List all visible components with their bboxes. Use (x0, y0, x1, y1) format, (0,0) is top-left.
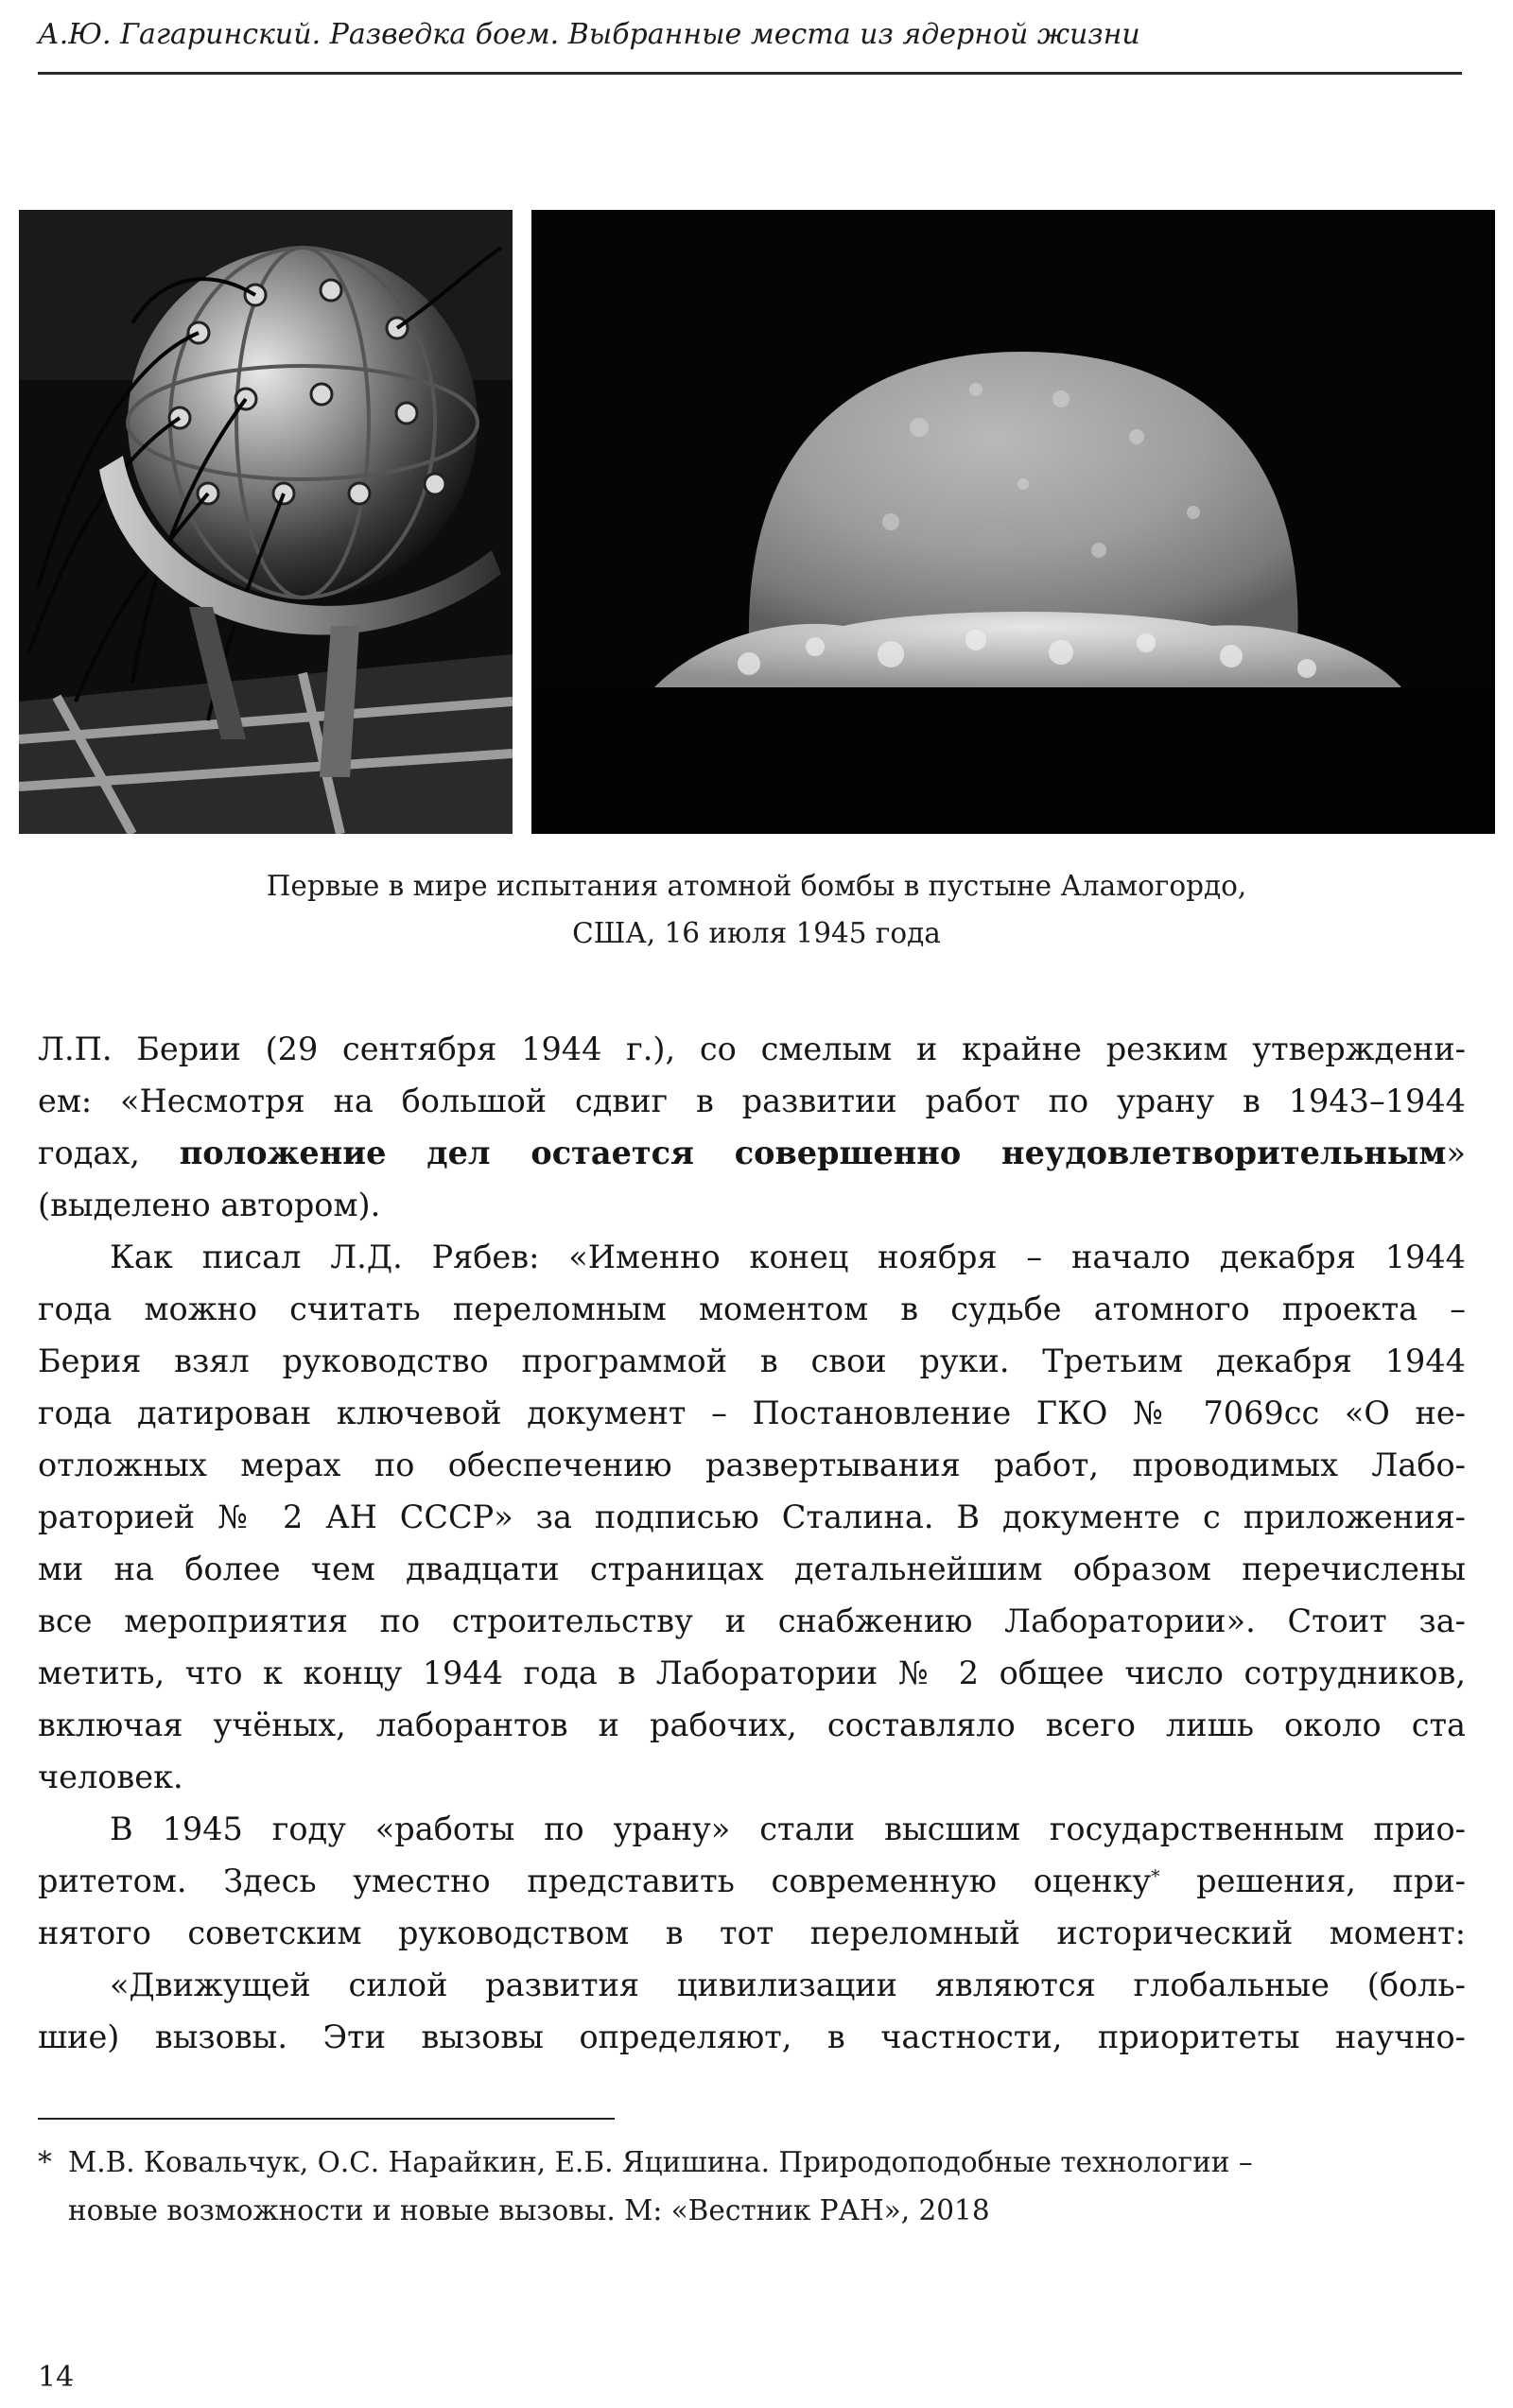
footnote-reference[interactable]: * (1151, 1866, 1160, 1887)
caption-line: Первые в мире испытания атомной бомбы в пустыне Аламогордо, (266, 870, 1247, 902)
emphasized-text: положение дел остается совершенно неудовлетворительным (179, 1135, 1447, 1171)
caption-line: США, 16 июля 1945 года (572, 917, 941, 949)
bomb-device-photo-icon (19, 210, 513, 834)
text-line: Берия взял руководство программой в свои руки. Третьим декабря 1944 (38, 1343, 1466, 1379)
figure-caption (76, 862, 1437, 957)
paragraph-first-line: В 1945 году «работы по урану» стали высшим государственным прио- (110, 1810, 1466, 1847)
footnote-rule (38, 2118, 615, 2120)
text-fragment: » (1446, 1135, 1466, 1171)
text-fragment: годах, (38, 1135, 180, 1171)
footnote (38, 2139, 1466, 2235)
text-line: включая учёных, лаборантов и рабочих, составляло всего лишь около ста (38, 1706, 1466, 1743)
text-line (38, 1855, 1466, 1907)
header-rule (38, 72, 1462, 75)
running-head: А.Ю. Гагаринский. Разведка боем. Выбранные места из ядерной жизни (38, 18, 1140, 51)
text-line (38, 1127, 1466, 1179)
footnote-mark: * (38, 2146, 52, 2178)
footnote-line (38, 2139, 1466, 2187)
text-line: шие) вызовы. Эти вызовы определяют, в частности, приоритеты научно- (38, 2018, 1466, 2055)
text-line: все мероприятия по строительству и снабжению Лаборатории». Стоит за- (38, 1602, 1466, 1639)
fireball-photo-icon (531, 210, 1495, 834)
paragraph-first-line: «Движущей силой развития цивилизации являются глобальные (боль- (110, 1966, 1466, 2003)
footnote-text: М.В. Ковальчук, О.С. Нарайкин, Е.Б. Яцишина. Природоподобные технологии – (68, 2146, 1253, 2178)
footnote-line: новые возможности и новые вызовы. М: «Вестник РАН», 2018 (68, 2194, 990, 2226)
paragraph-first-line: Как писал Л.Д. Рябев: «Именно конец ноября – начало декабря 1944 (110, 1239, 1466, 1275)
text-line: (выделено автором). (38, 1187, 381, 1223)
text-fragment: решения, при- (1159, 1862, 1466, 1899)
text-line: метить, что к концу 1944 года в Лаборатории № 2 общее число сотрудников, (38, 1654, 1466, 1691)
text-line: ми на более чем двадцати страницах детальнейшим образом перечислены (38, 1550, 1466, 1587)
text-line: Л.П. Берии (29 сентября 1944 г.), со смелым и крайне резким утверждени- (38, 1031, 1466, 1067)
text-line: года можно считать переломным моментом в судьбе атомного проекта – (38, 1291, 1466, 1327)
text-line: ем: «Несмотря на большой сдвиг в развитии работ по урану в 1943–1944 (38, 1083, 1466, 1119)
text-line: отложных мерах по обеспечению развертывания работ, проводимых Лабо- (38, 1447, 1466, 1483)
text-fragment: ритетом. Здесь уместно представить современную оценку (38, 1862, 1152, 1899)
body-text (38, 1023, 1466, 2063)
text-line: раторией № 2 АН СССР» за подписью Сталина. В документе с приложения- (38, 1499, 1466, 1535)
text-line: нятого советским руководством в тот переломный исторический момент: (38, 1914, 1466, 1951)
text-line: года датирован ключевой документ – Постановление ГКО № 7069сс «О не- (38, 1395, 1466, 1431)
page-number: 14 (38, 2361, 75, 2394)
text-line: человек. (38, 1758, 183, 1795)
